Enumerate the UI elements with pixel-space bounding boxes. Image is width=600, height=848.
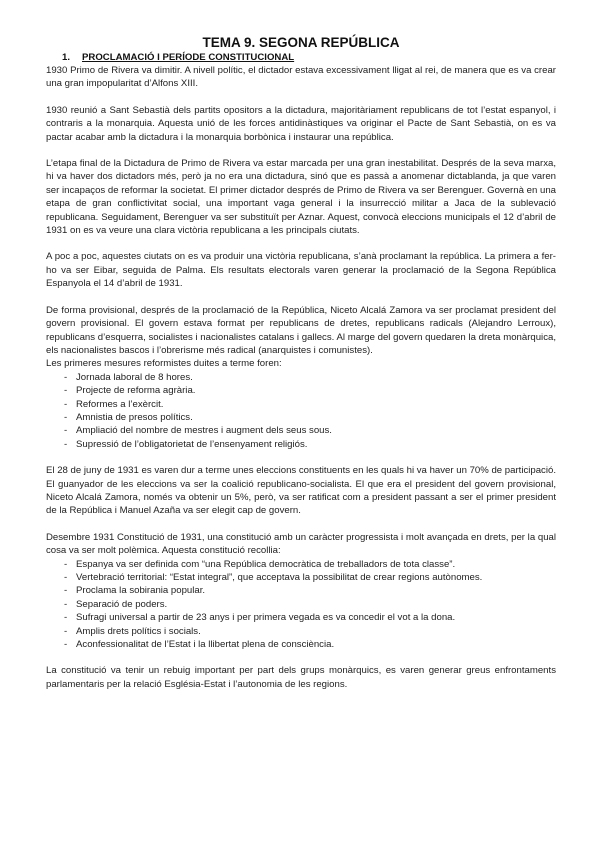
section-heading (62, 52, 556, 64)
list-item: - Espanya va ser definida com “una República democràtica de treballadors de tota classe”. (46, 558, 556, 571)
paragraph-7: Desembre 1931 Constitució de 1931, una constitució amb un caràcter progressista i molt avançada en drets, per la qual cosa va ser molt polèmica. Aquesta constitució recollia: (46, 531, 556, 557)
paragraph-8: La constitució va tenir un rebuig important per part dels grups monàrquics, es varen generar greus enfrontaments parlamentaris per la relació Església-Estat i l’autonomia de les regions. (46, 665, 556, 690)
list-item: - Reformes a l’exèrcit. (46, 398, 556, 411)
list-item: - Separació de poders. (46, 598, 556, 611)
page-title: TEMA 9. SEGONA REPÚBLICA (202, 35, 400, 50)
list-item: - Amnistia de presos polítics. (46, 411, 556, 424)
list-item: - Aconfessionalitat de l’Estat i la llibertat plena de consciència. (46, 638, 556, 651)
section-heading-text: PROCLAMACIÓ I PERÍODE CONSTITUCIONAL (82, 52, 295, 63)
list-item: - Ampliació del nombre de mestres i augment dels seus sous. (46, 424, 556, 437)
paragraph-4: A poc a poc, aquestes ciutats on es va produir una victòria republicana, s’anà proclamant la república. La primera a fer-ho va ser Eibar, seguida de Palma. Els resultats electorals varen generar la proclamació de la Segona República Espanyola el 14 d’abril de 1931. (46, 251, 556, 290)
paragraph-2: 1930 reunió a Sant Sebastià dels partits opositors a la dictadura, majoritàriament republicans de tot l’estat espanyol, i contraris a la monarquia. Aquesta unió de les forces antidinàstiques va originar el Pacte de Sant Sebastià, on es va pactar acabar amb la dictadura i la monarquia borbònica i instaurar una república. (46, 104, 556, 143)
list-item: - Projecte de reforma agrària. (46, 384, 556, 397)
paragraph-5: De forma provisional, després de la proclamació de la República, Niceto Alcalá Zamora va ser proclamat president del govern provisional. El govern estava format per republicans de dretes, republicans radicals (Alejandro Lerroux), republicans d’esquerra, socialistes i nacionalistes catalans i gallecs. Al marge del govern quedaren la dreta monàrquica, els nacionalistes bascos i l’obrerisme més radical (anarquistes i comunistes). (46, 304, 556, 356)
list-item: - Sufragi universal a partir de 23 anys i per primera vegada es va concedir el vot a la dona. (46, 611, 556, 624)
paragraph-5b: Les primeres mesures reformistes duites a terme foren: (46, 358, 282, 370)
list-item: - Amplis drets polítics i socials. (46, 625, 556, 638)
section-number: 1. (62, 52, 71, 63)
paragraph-6: El 28 de juny de 1931 es varen dur a terme unes eleccions constituents en les quals hi va haver un 70% de participació. El guanyador de les eleccions va ser la coalició republicano-socialista. El que era el president del govern provisional, Niceto Alcalá Zamora, només va obtenir un 5%, però, va ser ratificat com a president passant a ser el primer president de la República i Manuel Azaña va ser elegit cap de govern. (46, 465, 556, 517)
list-item: - Vertebració territorial: “Estat integral”, que acceptava la possibilitat de crear regions autònomes. (46, 571, 556, 584)
list-item: - Supressió de l’obligatorietat de l’ensenyament religiós. (46, 438, 556, 451)
reform-measures-list (46, 371, 556, 451)
document-page (46, 35, 556, 704)
list-item: - Proclama la sobirania popular. (46, 584, 556, 597)
paragraph-3: L’etapa final de la Dictadura de Primo de Rivera va estar marcada per una gran inestabilitat. Després de la seva marxa, hi va haver dos dictadors més, però ja no era una dictadura, sinó que es passà a anomenar dictablanda, ja que varen ser incapaços de reformar la societat. El primer dictador després de Primo de Rivera va ser Berenguer. Governà en una etapa de gran conflictivitat social, una important vaga general i la insurrecció militar a Jaca de la sublevació republicana. Seguidament, Berenguer va ser substituït per Aznar. Aquest, convocà eleccions municipals el 12 d’abril de 1931 on es va veure una clara victòria republicana a les principals ciutats. (46, 158, 556, 237)
list-item: - Jornada laboral de 8 hores. (46, 371, 556, 384)
paragraph-1: 1930 Primo de Rivera va dimitir. A nivell polític, el dictador estava excessivament lligat al rei, de manera que es va crear una gran impopularitat d’Alfons XIII. (46, 65, 556, 90)
constitution-list (46, 558, 556, 652)
